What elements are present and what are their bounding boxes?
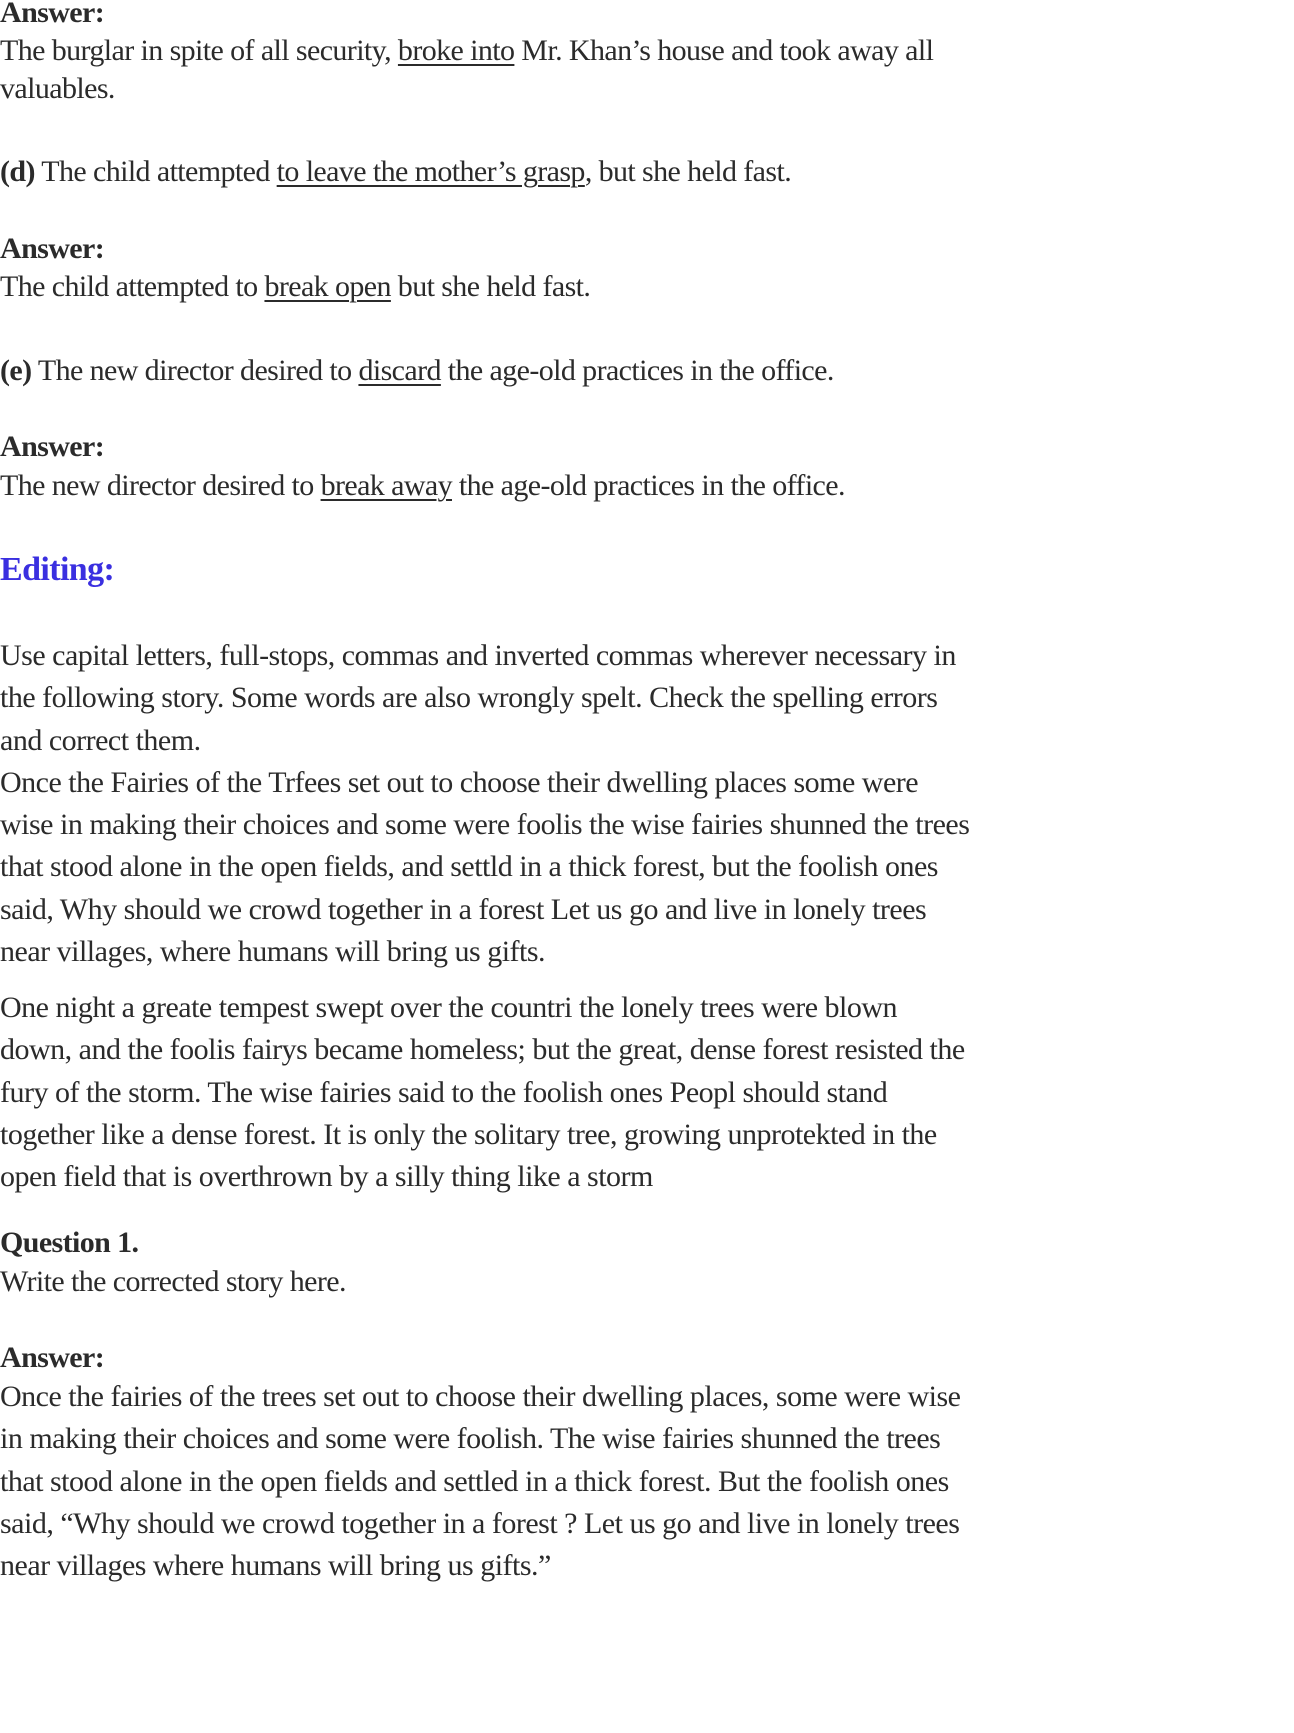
story-line: together like a dense forest. It is only the solitary tree, growing unprotekted in the <box>0 1117 937 1151</box>
question-e-text-post: the age-old practices in the office. <box>440 354 834 387</box>
question-1-label: Question 1. <box>0 1226 139 1259</box>
answer-c-text: The burglar in spite of all security, <box>0 34 398 67</box>
section-heading-editing: Editing: <box>0 551 115 588</box>
question-e-marker: (e) <box>0 354 32 387</box>
story-line: fury of the storm. The wise fairies said to the foolish ones Peopl should stand <box>0 1075 888 1109</box>
question-d-underlined-phrase: to leave the mother’s grasp <box>276 155 585 188</box>
answer-d-text-post: but she held fast. <box>390 270 591 303</box>
story-line: said, Why should we crowd together in a forest Let us go and live in lonely trees <box>0 892 927 926</box>
story-line: near villages, where humans will bring us gifts. <box>0 935 546 969</box>
answer-label: Answer: <box>0 232 105 265</box>
answer-d-text: The child attempted to <box>0 270 265 303</box>
answer-e-line <box>0 465 845 507</box>
question-1-text: Write the corrected story here. <box>0 1265 346 1298</box>
story-line: down, and the foolis fairys became homeless; but the great, dense forest resisted the <box>0 1033 965 1067</box>
answer-e-underlined-phrase: break away <box>320 469 452 502</box>
question-d-marker: (d) <box>0 155 35 188</box>
question-e-text: The new director desired to <box>31 354 359 387</box>
question-d-text-post: , but she held fast. <box>584 155 792 188</box>
question-d <box>0 151 791 193</box>
answer-d-line <box>0 266 590 308</box>
instruction-line: the following story. Some words are also wrongly spelt. Check the spelling errors <box>0 681 938 715</box>
answer-story-line: Once the fairies of the trees set out to choose their dwelling places, some were wise <box>0 1380 961 1413</box>
question-d-text: The child attempted <box>34 155 277 188</box>
question-e-underlined-phrase: discard <box>358 354 441 387</box>
answer-story-line: in making their choices and some were foolish. The wise fairies shunned the trees <box>0 1422 941 1456</box>
story-line: Once the Fairies of the Trfees set out to choose their dwelling places some were <box>0 765 919 799</box>
answer-c-line-1 <box>0 30 933 72</box>
story-line: open field that is overthrown by a silly thing like a storm <box>0 1160 653 1194</box>
answer-d-underlined-phrase: break open <box>264 270 391 303</box>
instruction-line: and correct them. <box>0 723 201 757</box>
answer-e-text: The new director desired to <box>0 469 321 502</box>
answer-label: Answer: <box>0 1341 105 1374</box>
answer-c-text-post: Mr. Khan’s house and took away all <box>514 34 934 67</box>
story-line: that stood alone in the open fields, and settld in a thick forest, but the foolish ones <box>0 850 938 884</box>
editing-instructions <box>0 635 1294 973</box>
answer-c-underlined-phrase: broke into <box>397 34 515 67</box>
question-e <box>0 350 834 392</box>
answer-label: Answer: <box>0 0 105 29</box>
answer-story-line: that stood alone in the open fields and settled in a thick forest. But the foolish ones <box>0 1464 949 1498</box>
answer-1-story <box>0 1376 1294 1587</box>
story-line: wise in making their choices and some were foolis the wise fairies shunned the trees <box>0 808 970 842</box>
answer-story-line: near villages where humans will bring us gifts.” <box>0 1549 551 1583</box>
answer-c-line-2: valuables. <box>0 72 115 105</box>
answer-label: Answer: <box>0 430 105 463</box>
answer-story-line: said, “Why should we crowd together in a forest ? Let us go and live in lonely trees <box>0 1506 960 1540</box>
story-paragraph-2 <box>0 987 1294 1198</box>
answer-e-text-post: the age-old practices in the office. <box>452 469 845 502</box>
instruction-line: Use capital letters, full-stops, commas and inverted commas wherever necessary in <box>0 639 956 672</box>
story-line: One night a greate tempest swept over the countri the lonely trees were blown <box>0 991 898 1024</box>
